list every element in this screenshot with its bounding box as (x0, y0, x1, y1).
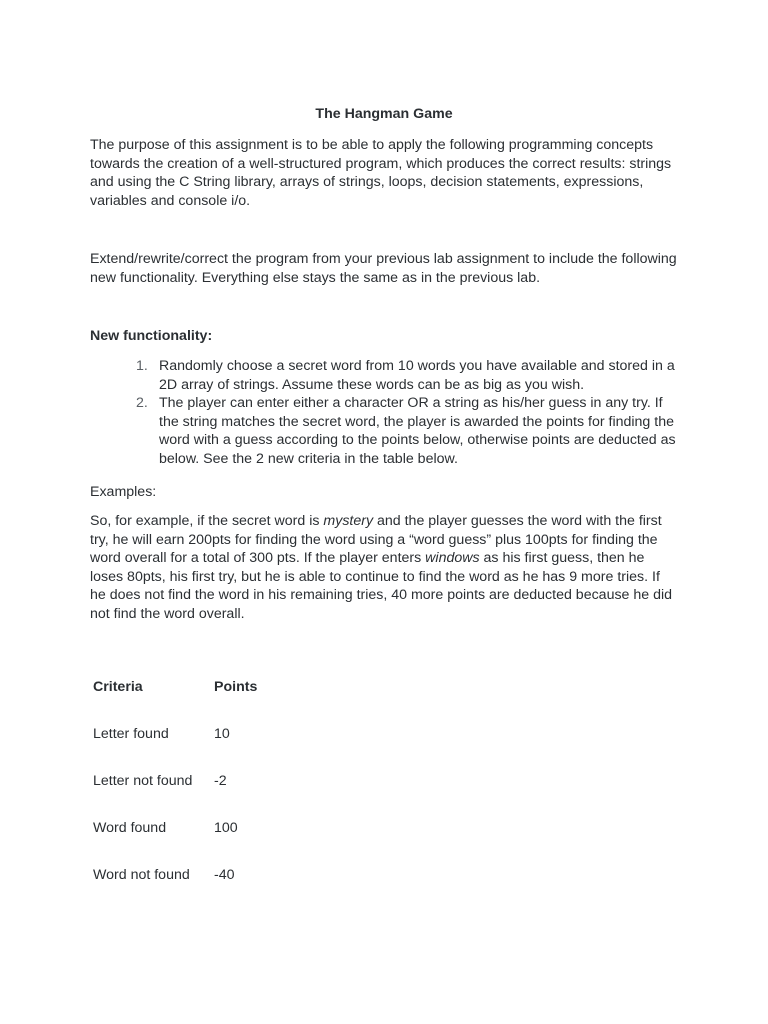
list-item (90, 394, 680, 468)
table-cell-points: -40 (214, 867, 235, 883)
list-item (90, 357, 680, 394)
list-item-number: 1. (136, 358, 148, 374)
example-word-mystery: mystery (323, 513, 374, 529)
list-item-text: The player can enter either a character OR a string as his/her guess in any try. If the string matches the secret word, the player is awarded the points for finding the word with a guess according to the points below, otherwise points are deducted as below. See the 2 new criteria in the table below. (159, 395, 676, 467)
example-text-part3: as his first guess, then he loses 80pts, his first try, but he is able to continue to find the word as he has 9 more tries. If he does not find the word in his remaining tries, 40 more points are deducted because he did not find the word overall. (90, 550, 673, 622)
new-functionality-heading: New functionality: (90, 328, 213, 344)
table-cell-points: -2 (214, 773, 227, 789)
table-cell-criteria: Letter found (93, 726, 169, 742)
example-word-windows: windows (425, 550, 480, 567)
example-text-part1: So, for example, if the secret word is (90, 513, 324, 529)
table-cell-criteria: Word not found (93, 867, 190, 883)
extend-paragraph: Extend/rewrite/correct the program from your previous lab assignment to include the following new functionality. Everything else stays the same as in the previous lab. (90, 251, 677, 286)
table-cell-criteria: Word found (93, 820, 167, 836)
table-cell-points: 100 (214, 820, 238, 836)
table-cell-criteria: Letter not found (93, 773, 193, 789)
functionality-list (90, 357, 680, 469)
example-paragraph (90, 512, 678, 624)
example-text-part2: and the player guesses the word with the first try, he will earn 200pts for finding the word using a “word guess” plus 100pts for finding the word overall for a total of 300 pts. If the player enters (90, 513, 662, 567)
list-item-text: Randomly choose a secret word from 10 words you have available and stored in a 2D array of strings. Assume these words can be as big as you wish. (159, 358, 675, 393)
list-item-number: 2. (136, 395, 148, 412)
table-header-points: Points (214, 679, 258, 695)
table-header-criteria: Criteria (93, 679, 143, 695)
examples-label: Examples: (90, 484, 157, 500)
document-title: The Hangman Game (315, 106, 453, 122)
table-cell-points: 10 (214, 726, 230, 742)
intro-paragraph: The purpose of this assignment is to be able to apply the following programming concepts towards the creation of a well-structured program, which produces the correct results: strings and using the C String library, arrays of strings, loops, decision statements, expressions, variables and console i/o. (90, 137, 672, 209)
